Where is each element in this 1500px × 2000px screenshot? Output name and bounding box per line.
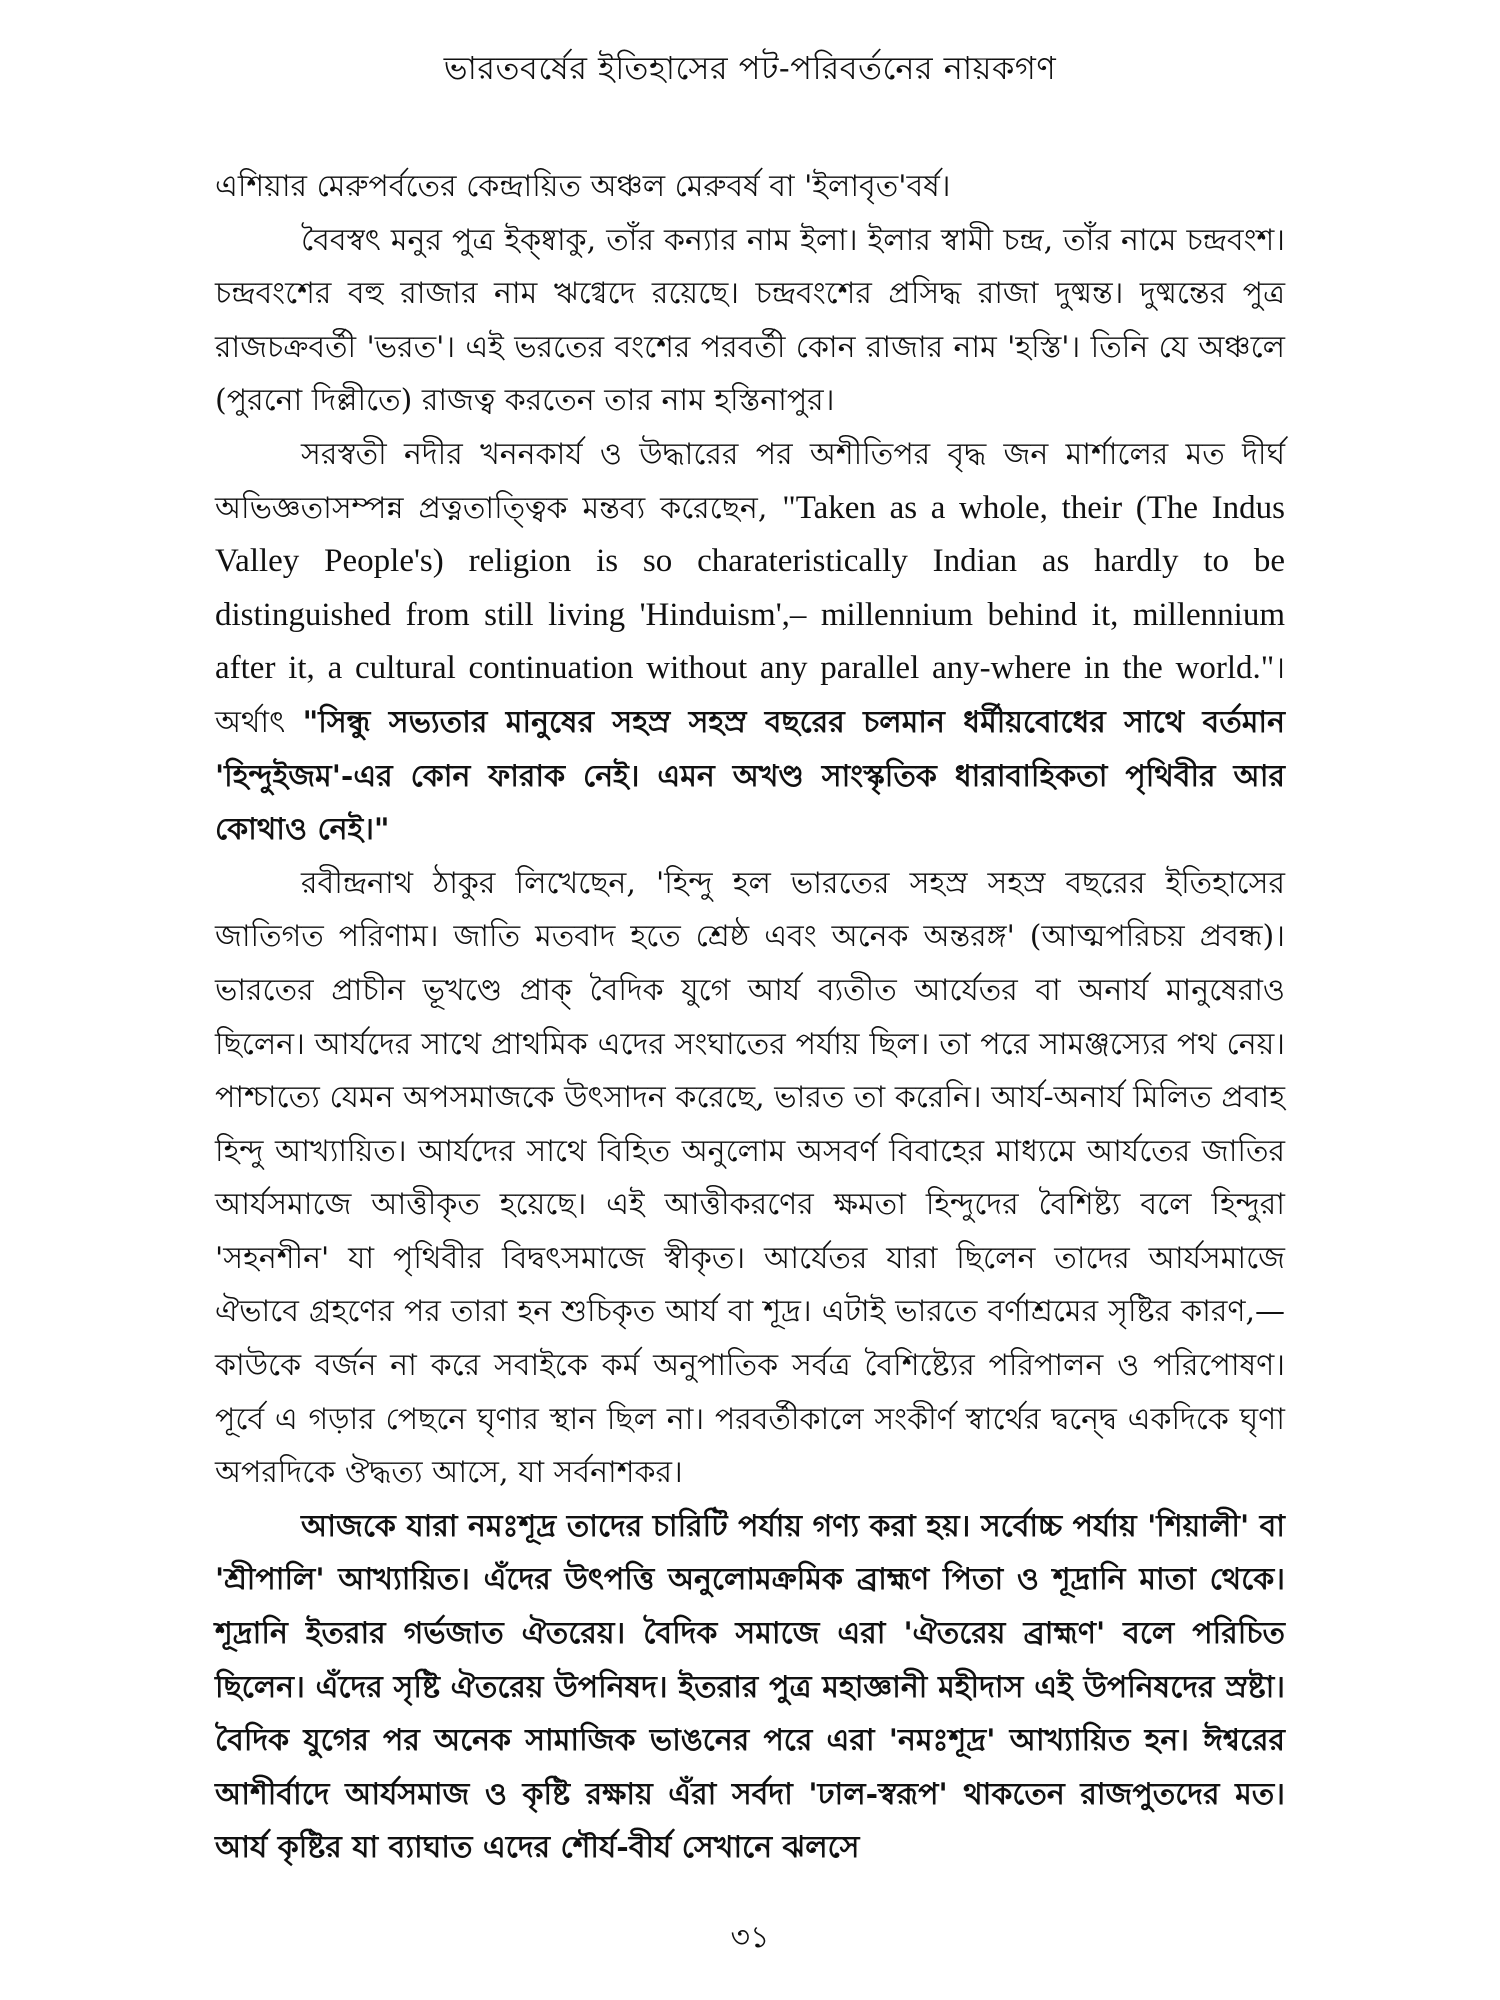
marshall-quote-connector: । অর্থাৎ xyxy=(215,651,1285,740)
marshall-quote-lead: সরস্বতী নদীর খননকার্য ও উদ্ধারের পর অশীতিপর বৃদ্ধ জন মার্শালের মত দীর্ঘ অভিজ্ঞতাসম্পন্ন প্রত্নতাত্ত্বিক মন্তব্য করেছেন, xyxy=(215,436,1285,526)
paragraph-namashudra: আজকে যারা নমঃশূদ্র তাদের চারিটি পর্যায় গণ্য করা হয়। সর্বোচ্চ পর্যায় 'শিয়ালী' বা 'শ্রীপালি' আখ্যায়িত। এঁদের উৎপত্তি অনুলোমক্রমিক ব্রাহ্মণ পিতা ও শূদ্রানি মাতা থেকে। শূদ্রানি ইতরার গর্ভজাত ঐতরেয়। বৈদিক সমাজে এরা 'ঐতরেয় ব্রাহ্মণ' বলে পরিচিত ছিলেন। এঁদের সৃষ্টি ঐতরেয় উপনিষদ। ইতরার পুত্র মহাজ্ঞানী মহীদাস এই উপনিষদের স্রষ্টা। বৈদিক যুগের পর অনেক সামাজিক ভাঙনের পরে এরা 'নমঃশূদ্র' আখ্যায়িত হন। ঈশ্বরের আশীর্বাদে আর্যসমাজ ও কৃষ্টি রক্ষায় এঁরা সর্বদা 'ঢাল-স্বরূপ' থাকতেন রাজপুতদের মত। আর্য কৃষ্টির যা ব্যাঘাত এদের শৌর্য-বীর্য সেখানে ঝলসে xyxy=(215,1508,1285,1866)
body-text xyxy=(215,160,1285,1875)
paragraph-meru-varsha: এশিয়ার মেরুপর্বতের কেন্দ্রায়িত অঞ্চল মেরুবর্ষ বা 'ইলাবৃত'বর্ষ। xyxy=(215,169,951,204)
running-header: ভারতবর্ষের ইতিহাসের পট-পরিবর্তনের নায়কগণ xyxy=(443,49,1057,87)
paragraph-marshall-quote xyxy=(215,428,1285,857)
paragraph-rabindranath: রবীন্দ্রনাথ ঠাকুর লিখেছেন, 'হিন্দু হল ভারতের সহস্র সহস্র বছরের ইতিহাসের জাতিগত পরিণাম। জাতি মতবাদ হতে শ্রেষ্ঠ এবং অনেক অন্তরঙ্গ' (আত্মপরিচয় প্রবন্ধ)। ভারতের প্রাচীন ভূখণ্ডে প্রাক্‌ বৈদিক যুগে আর্য ব্যতীত আর্যেতর বা অনার্য মানুষেরাও ছিলেন। আর্যদের সাথে প্রাথমিক এদের সংঘাতের পর্যায় ছিল। তা পরে সামঞ্জস্যের পথ নেয়। পাশ্চাত্যে যেমন অপসমাজকে উৎসাদন করেছে, ভারত তা করেনি। আর্য-অনার্য মিলিত প্রবাহ হিন্দু আখ্যায়িত। আর্যদের সাথে বিহিত অনুলোম অসবর্ণ বিবাহের মাধ্যমে আর্যতের জাতির আর্যসমাজে আত্তীকৃত হয়েছে। এই আত্তীকরণের ক্ষমতা হিন্দুদের বৈশিষ্ট্য বলে হিন্দুরা 'সহনশীন' যা পৃথিবীর বিদ্বৎসমাজে স্বীকৃত। আর্যেতর যারা ছিলেন তাদের আর্যসমাজে ঐভাবে গ্রহণের পর তারা হন শুচিকৃত আর্য বা শূদ্র। এটাই ভারতে বর্ণাশ্রমের সৃষ্টির কারণ,— কাউকে বর্জন না করে সবাইকে কর্ম অনুপাতিক সর্বত্র বৈশিষ্ট্যের পরিপালন ও পরিপোষণ। পূর্বে এ গড়ার পেছনে ঘৃণার স্থান ছিল না। পরবর্তীকালে সংকীর্ণ স্বার্থের দ্বন্দ্বে একদিকে ঘৃণা অপরদিকে ঔদ্ধত্য আসে, যা সর্বনাশকর। xyxy=(215,865,1285,1491)
marshall-quote-bengali: "সিন্ধু সভ্যতার মানুষের সহস্র সহস্র বছরের চলমান ধর্মীয়বোধের সাথে বর্তমান 'হিন্দুইজম'-এর কোন ফারাক নেই। এমন অখণ্ড সাংস্কৃতিক ধারাবাহিকতা পৃথিবীর আর কোথাও নেই।" xyxy=(215,704,1286,848)
paragraph-chandravamsha: বৈবস্বৎ মনুর পুত্র ইক্ষ্বাকু, তাঁর কন্যার নাম ইলা। ইলার স্বামী চন্দ্র, তাঁর নামে চন্দ্রবংশ। চন্দ্রবংশের বহু রাজার নাম ঋগ্বেদে রয়েছে। চন্দ্রবংশের প্রসিদ্ধ রাজা দুষ্মন্ত। দুষ্মন্তের পুত্র রাজচক্রবর্তী 'ভরত'। এই ভরতের বংশের পরবর্তী কোন রাজার নাম 'হস্তি'। তিনি যে অঞ্চলে (পুরনো দিল্লীতে) রাজত্ব করতেন তার নাম হস্তিনাপুর। xyxy=(215,222,1285,419)
marshall-quote-english: "Taken as a whole, their (The Indus Valley People's) religion is so charateristically Indian as hardly to be distinguished from still living 'Hinduism',– millennium behind it, millennium after it, a cultural continuation without any parallel any-where in the world." xyxy=(215,489,1285,687)
page-number: ৩১ xyxy=(730,1920,770,1955)
